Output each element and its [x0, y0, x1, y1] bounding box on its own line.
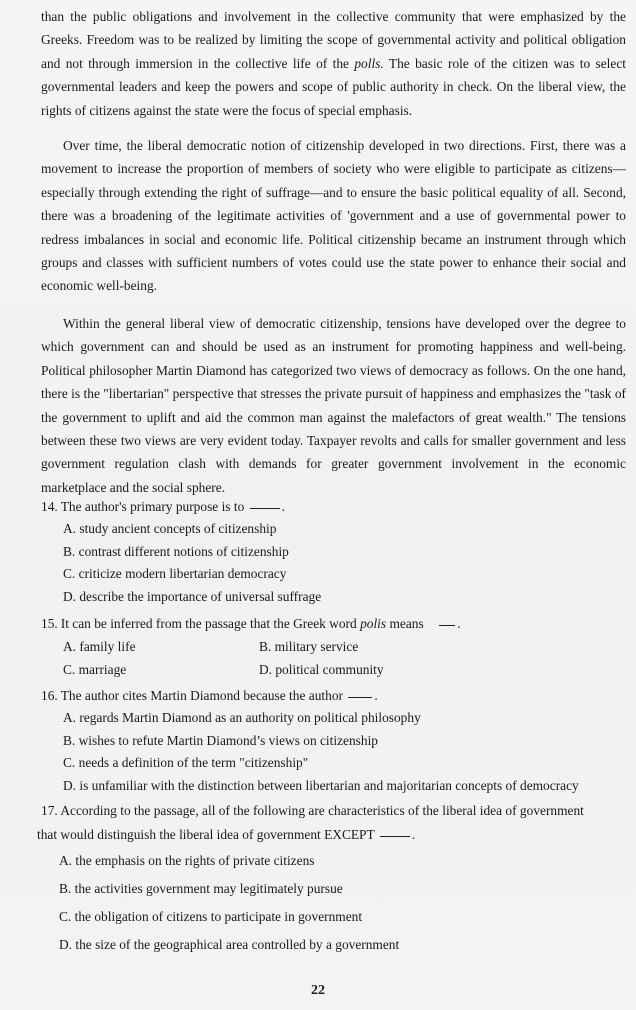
italic-term: polls. [354, 55, 384, 71]
passage-paragraph-1 [41, 5, 626, 122]
option-d[interactable]: D. political community [259, 662, 384, 677]
question-14 [41, 495, 626, 608]
punctuation: . [411, 827, 416, 842]
question-15 [41, 612, 626, 681]
question-text: means [386, 616, 424, 631]
passage-paragraph-3: Within the general liberal view of democratic citizenship, tensions have developed over the degree to which government can and should be used as an instrument for promoting happiness and well-being. Political philosopher Martin Diamond has categorized two views of democracy as follows. On the one hand, there is the "libertarian" perspective that stresses the private pursuit of happiness and emphasizes the "task of the government to uplift and aid the common man against the malefactors of great wealth." The tensions between these two views are very evident today. Taxpayer revolts and calls for smaller government and less government regulation clash with demands for greater government involvement in the economic marketplace and the social sphere. [41, 315, 626, 495]
question-text: The author cites Martin Diamond because the author [60, 688, 343, 703]
option-c[interactable]: C. needs a definition of the term "citizenship" [63, 755, 309, 770]
option-b[interactable]: B. military service [259, 639, 359, 654]
option-b[interactable]: B. wishes to refute Martin Diamond’s views on citizenship [63, 732, 378, 748]
question-16 [41, 684, 626, 797]
question-text: According to the passage, all of the following are characteristics of the liberal idea of government [60, 803, 584, 818]
punctuation: . [374, 688, 378, 703]
question-number: 14. [41, 499, 58, 514]
option-a[interactable]: A. regards Martin Diamond as an authority on political philosophy [63, 710, 421, 725]
italic-term: polis [360, 616, 387, 631]
options-grid [63, 635, 626, 681]
option-c[interactable]: C. criticize modern libertarian democracy [63, 566, 287, 581]
option-c[interactable]: C. marriage [63, 662, 127, 677]
answer-blank [250, 507, 280, 509]
option-d[interactable]: D. is unfamiliar with the distinction between libertarian and majoritarian concepts of democracy [63, 777, 579, 793]
option-d[interactable]: D. the size of the geographical area controlled by a government [59, 937, 400, 952]
page-number: 22 [311, 983, 325, 998]
question-number: 16. [41, 688, 58, 703]
option-b[interactable]: B. the activities government may legitimately pursue [59, 881, 343, 896]
reading-passage [41, 5, 626, 499]
paragraph-text: than the public obligations and involvement in the collective community that were emphasized by the Greeks. Freedom was to be realized by limiting the scope of governmental activity and political obligation and not through immersion in the collective life of the [41, 9, 626, 71]
question-stem [37, 799, 626, 847]
question-stem [41, 612, 626, 635]
question-text: It can be inferred from the passage that the Greek word [60, 616, 361, 631]
punctuation: . [281, 499, 285, 514]
answer-blank [380, 835, 410, 837]
option-a[interactable]: A. study ancient concepts of citizenship [63, 521, 277, 536]
question-17 [37, 799, 626, 959]
question-number: 15. [41, 616, 58, 631]
question-stem [41, 495, 626, 518]
question-stem [41, 684, 626, 707]
option-a[interactable]: A. the emphasis on the rights of private citizens [59, 853, 315, 868]
passage-paragraph-2: Over time, the liberal democratic notion of citizenship developed in two directions. First, there was a movement to increase the proportion of members of society who were eligible to participate as citizens—especially through extending the right of suffrage—and to ensure the basic political equality of all. Second, there was a broadening of the legitimate activities of 'government and a use of governmental power to redress imbalances in social and economic life. Political citizenship became an instrument through which groups and classes with sufficient numbers of votes could use the state power to enhance their social and economic well-being. [41, 138, 626, 294]
punctuation: . [457, 616, 461, 631]
option-a[interactable]: A. family life [63, 639, 136, 654]
paragraph-text: The basic role of the citizen was to select governmental leaders and keep the powers and scope of public authority in check. On the liberal view, the rights of citizens against the state were the focus of special emphasis. [41, 55, 626, 118]
question-number: 17. [41, 803, 58, 818]
question-text: that would distinguish the liberal idea of government EXCEPT [37, 827, 375, 842]
option-d[interactable]: D. describe the importance of universal suffrage [63, 588, 322, 604]
option-b[interactable]: B. contrast different notions of citizenship [63, 543, 289, 559]
answer-blank [439, 624, 455, 626]
answer-blank [348, 696, 372, 698]
question-text: The author's primary purpose is to [60, 499, 245, 514]
option-c[interactable]: C. the obligation of citizens to participate in government [59, 909, 363, 924]
